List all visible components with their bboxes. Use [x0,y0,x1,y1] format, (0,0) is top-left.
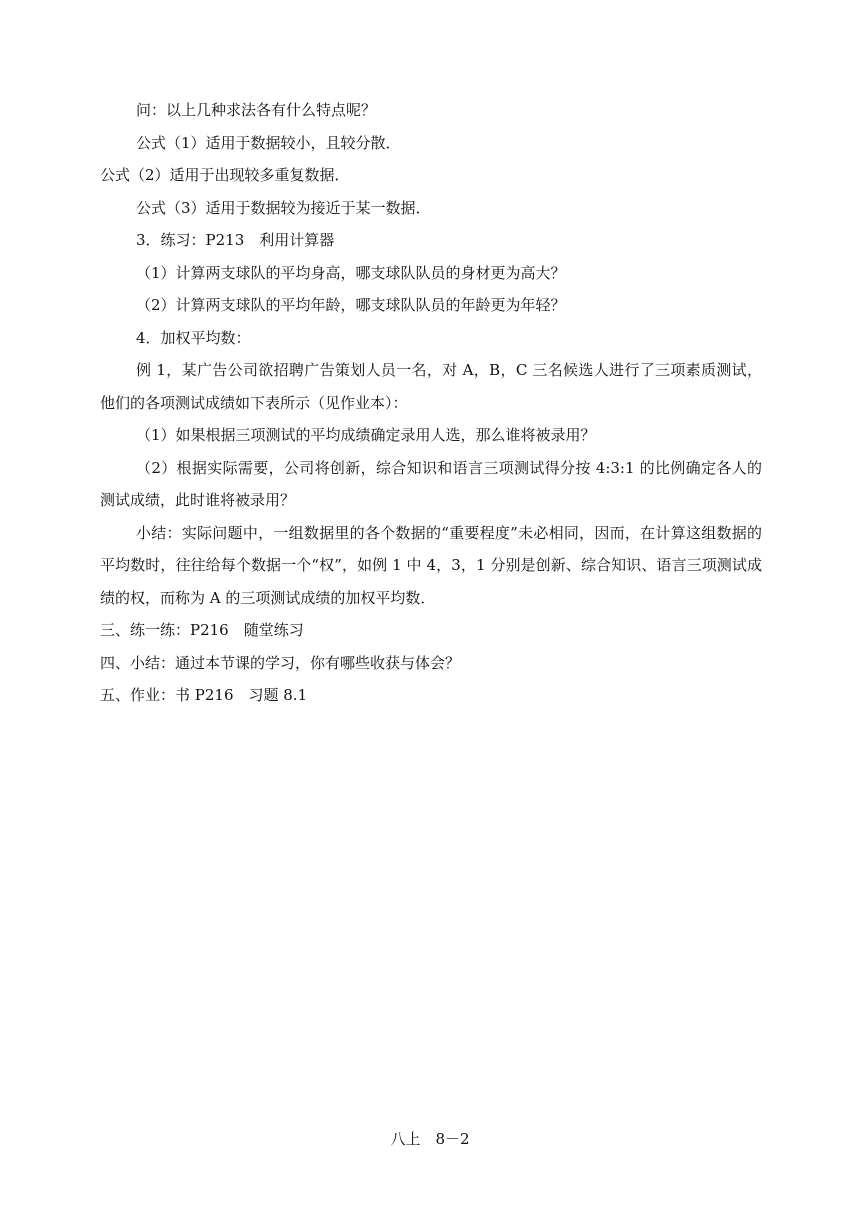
exercise-3-item-2: （2）计算两支球队的平均年龄，哪支球队队员的年龄更为年轻？ [136,296,566,314]
formula-1-note: 公式（1）适用于数据较小，且较分散． [136,133,401,152]
page-footer: 八上 8－2 [390,1130,470,1148]
weighted-mean-heading: 4．加权平均数： [136,328,251,347]
section-4-summary: 四、小结：通过本节课的学习，你有哪些收获与体会？ [100,653,461,672]
example-1-question-1: （1）如果根据三项测试的平均成绩确定录用人选，那么谁将被录用？ [136,426,596,444]
formula-3-note: 公式（3）适用于数据较为接近于某一数据． [136,198,431,217]
example-1-question-2: （2）根据实际需要，公司将创新，综合知识和语言三项测试得分按 4:3:1 的比例确定各人的测试成绩，此时谁将被录用？ [100,458,762,509]
exercise-3-item-1: （1）计算两支球队的平均身高，哪支球队队员的身材更为高大？ [136,263,566,282]
document-body [100,94,762,712]
section-5-homework: 五、作业：书 P216 习题 8.1 [100,686,308,704]
example-1-paragraph: 例 1，某广告公司欲招聘广告策划人员一名，对 A，B，C 三名候选人进行了三项素质测试，他们的各项测试成绩如下表所示（见作业本）： [100,361,762,412]
section-3-practice: 三、练一练：P216 随堂练习 [100,621,304,639]
summary-paragraph: 小结：实际问题中，一组数据里的各个数据的“重要程度”未必相同，因而，在计算这组数据的平均数时，往往给每个数据一个“权”，如例 1 中 4，3，1 分别是创新、综合知识、语言三项测试成绩的权，而称为 A 的三项测试成绩的加权平均数． [100,523,762,607]
exercise-3-heading: 3．练习：P213 利用计算器 [136,231,335,249]
question-line: 问：以上几种求法各有什么特点呢？ [136,101,377,119]
formula-2-note: 公式（2）适用于出现较多重复数据． [100,166,350,184]
